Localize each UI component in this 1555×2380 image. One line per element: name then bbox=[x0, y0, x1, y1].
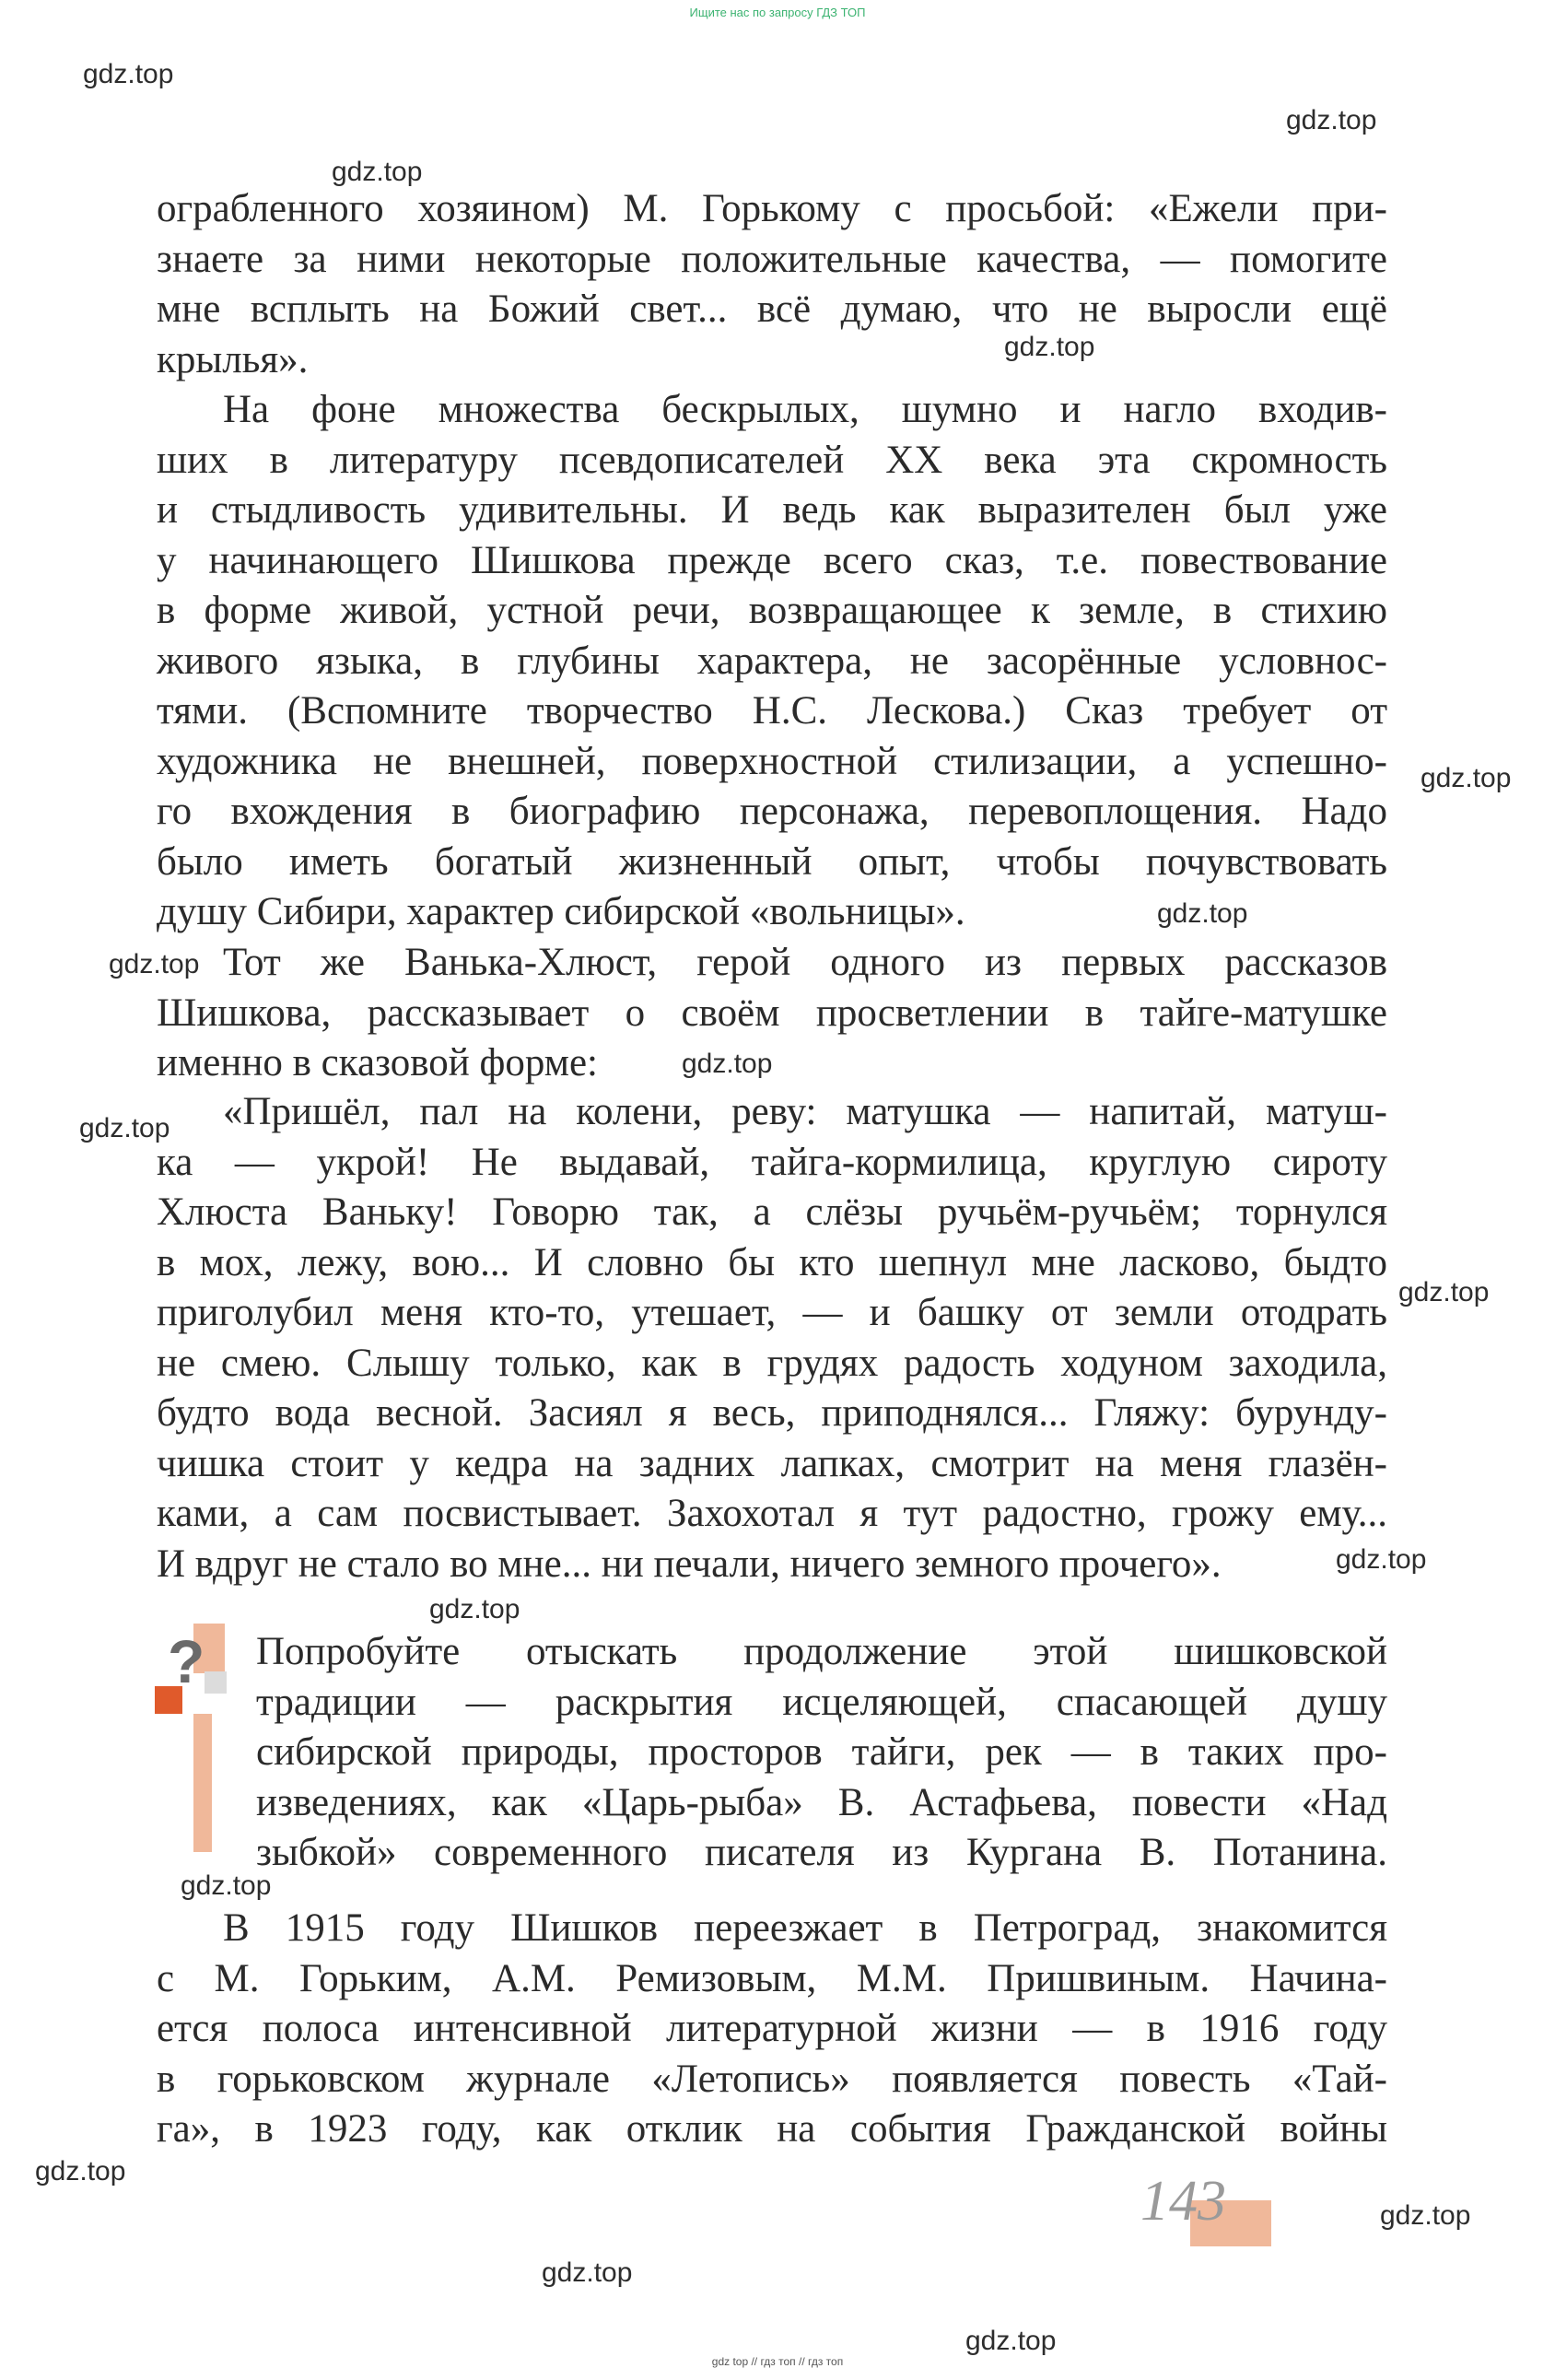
text-line: художника не внешней, поверхностной стилизации, а успешно- bbox=[157, 739, 1387, 783]
svg-text:?: ? bbox=[168, 1627, 205, 1695]
watermark: gdz.top bbox=[682, 1049, 773, 1079]
text-line: ограбленного хозяином) М. Горькому с просьбой: «Ежели при- bbox=[157, 187, 1387, 230]
text-line: Шишкова, рассказывает о своём просветлении в тайге-матушке bbox=[157, 991, 1387, 1035]
text-line: Тот же Ванька-Хлюст, герой одного из первых рассказов bbox=[223, 941, 1387, 984]
watermark: gdz.top bbox=[332, 157, 423, 187]
watermark: gdz.top bbox=[1157, 898, 1248, 929]
question-block bbox=[256, 1627, 1387, 1879]
text-line: было иметь богатый жизненный опыт, чтобы почувствовать bbox=[157, 839, 1387, 884]
watermark: gdz.top bbox=[1398, 1277, 1490, 1307]
text-line: га», в 1923 году, как отклик на события Гражданской войны bbox=[157, 2107, 1387, 2151]
watermark: gdz.top bbox=[429, 1594, 520, 1624]
text-line: приголубил меня кто-то, утешает, — и башку от земли отодрать bbox=[157, 1291, 1387, 1334]
text-line: крылья». bbox=[157, 337, 309, 381]
text-line: и стыдливость удивительны. И ведь как выразителен был уже bbox=[157, 488, 1387, 532]
watermark: gdz.top bbox=[965, 2326, 1057, 2356]
text-line: изведениях, как «Царь-рыба» В. Астафьева, повести «Над bbox=[256, 1780, 1387, 1824]
question-mark-icon bbox=[155, 1618, 238, 1858]
text-line: ками, а сам посвистывает. Захохотал я тут радостно, грожу ему... bbox=[157, 1492, 1387, 1535]
watermark: gdz.top bbox=[1286, 105, 1377, 135]
bottom-banner: gdz top // гдз топ // гдз топ bbox=[711, 2355, 844, 2368]
text-line: живого языка, в глубины характера, не засорённые условнос- bbox=[157, 639, 1387, 683]
text-line: не смею. Слышу только, как в грудях радость ходуном заходила, bbox=[157, 1341, 1387, 1385]
text-line: в форме живой, устной речи, возвращающее к земле, в стихию bbox=[157, 589, 1387, 632]
page-number: 143 bbox=[1140, 2170, 1226, 2233]
text-line: знаете за ними некоторые положительные качества, — помогите bbox=[157, 237, 1387, 281]
text-line: В 1915 году Шишков переезжает в Петроград, знакомится bbox=[223, 1906, 1387, 1950]
paragraph-3 bbox=[157, 938, 1387, 1089]
paragraph-2 bbox=[157, 385, 1387, 938]
text-line: душу Сибири, характер сибирской «вольницы». bbox=[157, 890, 965, 933]
watermark: gdz.top bbox=[83, 59, 174, 89]
text-line: Хлюста Ваньку! Говорю так, а слёзы ручьём-ручьём; торнулся bbox=[157, 1190, 1387, 1234]
text-line: чишка стоит у кедра на задних лапках, смотрит на меня глазён- bbox=[157, 1441, 1387, 1485]
watermark: gdz.top bbox=[542, 2257, 633, 2288]
text-line: мне всплыть на Божий свет... всё думаю, что не выросли ещё bbox=[157, 287, 1387, 331]
text-line: На фоне множества бескрылых, шумно и нагло входив- bbox=[223, 388, 1387, 431]
watermark: gdz.top bbox=[109, 949, 200, 979]
text-line: ка — укрой! Не выдавай, тайга-кормилица, круглую сироту bbox=[157, 1140, 1387, 1184]
watermark: gdz.top bbox=[1380, 2200, 1471, 2231]
text-line: сибирской природы, просторов тайги, рек — в таких про- bbox=[256, 1730, 1387, 1774]
text-line: будто вода весной. Засиял я весь, приподнялся... Гляжу: бурунду- bbox=[157, 1391, 1387, 1435]
text-line: го вхождения в биографию персонажа, перевоплощения. Надо bbox=[157, 790, 1387, 833]
watermark: gdz.top bbox=[35, 2156, 126, 2187]
text-line: тями. (Вспомните творчество Н.С. Лескова.) Сказ требует от bbox=[157, 689, 1387, 733]
watermark: gdz.top bbox=[181, 1870, 272, 1901]
text-line: И вдруг не стало во мне... ни печали, ничего земного прочего». bbox=[157, 1542, 1222, 1586]
text-line: традиции — раскрытия исцеляющей, спасающей душу bbox=[256, 1680, 1387, 1724]
text-line: зыбкой» современного писателя из Кургана В. Потанина. bbox=[256, 1831, 1387, 1874]
text-line: ших в литературу псевдописателей XX века эта скромность bbox=[157, 438, 1387, 482]
paragraph-1 bbox=[157, 184, 1387, 385]
watermark: gdz.top bbox=[79, 1113, 170, 1143]
text-line: именно в сказовой форме: bbox=[157, 1041, 599, 1084]
text-line: в мох, лежу, вою... И словно бы кто шепнул мне ласково, быдто bbox=[157, 1240, 1387, 1284]
text-line: Попробуйте отыскать продолжение этой шишковской bbox=[256, 1630, 1387, 1673]
text-line: в горьковском журнале «Летопись» появляется повесть «Тай- bbox=[157, 2057, 1387, 2101]
quote-paragraph bbox=[157, 1087, 1387, 1589]
watermark: gdz.top bbox=[1421, 763, 1512, 793]
watermark: gdz.top bbox=[1004, 332, 1095, 362]
text-line: ется полоса интенсивной литературной жизни — в 1916 году bbox=[157, 2007, 1387, 2050]
text-line: с М. Горьким, А.М. Ремизовым, М.М. Пришвиным. Начина- bbox=[157, 1956, 1387, 2000]
text-line: у начинающего Шишкова прежде всего сказ, т.е. повествование bbox=[157, 538, 1387, 582]
top-banner: Ищите нас по запросу ГДЗ ТОП bbox=[689, 6, 866, 19]
text-line: «Пришёл, пал на колени, реву: матушка — напитай, матуш- bbox=[223, 1090, 1387, 1133]
watermark: gdz.top bbox=[1336, 1544, 1427, 1575]
paragraph-5 bbox=[157, 1904, 1387, 2155]
